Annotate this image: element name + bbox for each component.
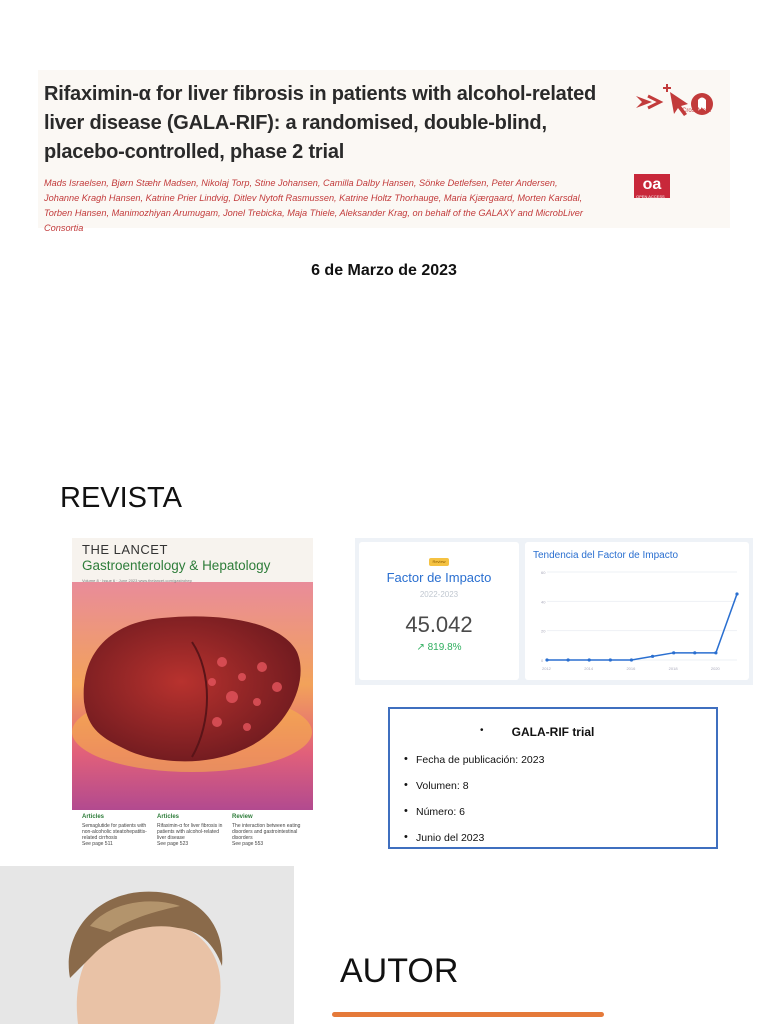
autor-underline xyxy=(332,1012,604,1017)
gala-item-month: • Junio del 2023 xyxy=(416,832,484,844)
data-point[interactable] xyxy=(567,658,570,661)
cover-article-page: See page 511 xyxy=(82,841,113,847)
data-point[interactable] xyxy=(609,658,612,661)
author-list xyxy=(44,176,624,236)
impact-factor-value: 45.042 xyxy=(405,612,473,637)
cover-article-type: Articles xyxy=(157,814,180,820)
journal-cover xyxy=(72,538,313,856)
author-line: Torben Hansen, Manimozhiyan Arumugam, Jonel Trebicka, Maja Thiele, Aleksander Krag, on behalf of the GALAXY and MicrobLiver Consortia xyxy=(44,208,583,233)
cover-contents xyxy=(72,810,313,856)
y-tick-label: 60 xyxy=(541,570,546,575)
author-line: Johanne Kragh Hansen, Katrine Prier Lindvig, Ditlev Nytoft Rasmussen, Katrine Holtz Thorhauge, Maria Kjærgaard, Morten Karsdal, xyxy=(44,193,583,203)
cover-article-page: See page 523 xyxy=(157,841,189,847)
x-tick-label: 2020 xyxy=(710,666,720,671)
cover-article-title: The interaction between eating disorders and gastrointestinal disorders xyxy=(232,823,301,841)
open-access-badge: oa xyxy=(634,174,670,198)
cover-title: THE LANCET xyxy=(82,542,168,557)
series-line xyxy=(547,594,737,660)
x-tick-label: 2018 xyxy=(668,666,678,671)
trend-title: Tendencia del Factor de Impacto xyxy=(533,550,679,561)
gala-rif-title: GALA-RIF trial xyxy=(511,725,595,739)
trend-card xyxy=(525,542,749,680)
data-point[interactable] xyxy=(735,592,738,595)
article-title-line: liver disease (GALA-RIF): a randomised, double-blind, xyxy=(44,112,547,134)
title-bullet: • xyxy=(480,725,484,736)
y-tick-label: 40 xyxy=(541,599,546,605)
trend-up-icon: ↗ xyxy=(416,642,428,653)
autor-heading: AUTOR xyxy=(340,952,459,990)
data-point[interactable] xyxy=(651,655,654,658)
impact-factor-title: Factor de Impacto xyxy=(386,570,492,585)
author-photo xyxy=(0,866,294,1024)
cover-article-title: Semaglutide for patients with non-alcoholic steatohepatitis-related cirrhosis xyxy=(82,823,147,841)
revista-heading: REVISTA xyxy=(60,482,182,514)
crossmark-icon xyxy=(634,80,714,128)
data-point[interactable] xyxy=(588,658,591,661)
gala-item-volume: • Volumen: 8 xyxy=(416,780,469,792)
cover-article-title: Rifaximin-α for liver fibrosis in patients with alcohol-related liver disease xyxy=(157,823,223,841)
cover-article xyxy=(157,814,227,847)
data-point[interactable] xyxy=(630,658,633,661)
cover-article xyxy=(232,814,302,847)
open-access-label: OPEN ACCESS xyxy=(636,194,665,199)
data-point[interactable] xyxy=(672,651,675,654)
y-tick-label: 0 xyxy=(541,658,544,663)
data-point[interactable] xyxy=(693,651,696,654)
x-tick-label: 2014 xyxy=(584,666,594,671)
article-title xyxy=(44,80,624,167)
impact-factor-widget xyxy=(355,538,753,685)
data-point[interactable] xyxy=(714,651,717,654)
impact-factor-card xyxy=(359,542,519,680)
x-tick-label: 2016 xyxy=(626,666,636,671)
presentation-date: 6 de Marzo de 2023 xyxy=(311,262,457,279)
author-line: Mads Israelsen, Bjørn Stæhr Madsen, Nikolaj Torp, Stine Johansen, Camilla Dalby Hansen, Sönke Detlefsen, Peter Andersen, xyxy=(44,178,558,188)
article-title-line: Rifaximin-α for liver fibrosis in patients with alcohol-related xyxy=(44,83,597,105)
cover-article-page: See page 553 xyxy=(232,841,264,847)
cover-article-type: Articles xyxy=(82,814,105,820)
cover-article-type: Review xyxy=(232,814,253,820)
crossmark-label: CrossMark xyxy=(682,108,712,114)
cover-article xyxy=(82,814,152,847)
impact-factor-change xyxy=(359,642,519,653)
data-point[interactable] xyxy=(545,658,548,661)
gala-item-number: • Número: 6 xyxy=(416,806,465,818)
gala-item-date: • Fecha de publicación: 2023 xyxy=(416,754,544,766)
liver-illustration xyxy=(72,582,313,810)
cover-subtitle: Gastroenterology & Hepatology xyxy=(82,558,271,573)
article-title-line: placebo-controlled, phase 2 trial xyxy=(44,141,345,163)
gala-rif-info-box xyxy=(388,707,718,849)
x-tick-label: 2012 xyxy=(542,666,551,671)
author-portrait-illustration xyxy=(0,866,294,1024)
impact-factor-years: 2022-2023 xyxy=(419,590,459,599)
article-header xyxy=(38,70,730,233)
trend-chart xyxy=(525,564,749,680)
review-badge: Review xyxy=(429,558,449,566)
impact-factor-change-value: 819.8% xyxy=(427,642,462,653)
cover-issue-info: Volume 8 · Issue 6 · June 2023 www.thelancet.com/gastrohep xyxy=(82,578,192,583)
y-tick-label: 20 xyxy=(541,628,546,634)
